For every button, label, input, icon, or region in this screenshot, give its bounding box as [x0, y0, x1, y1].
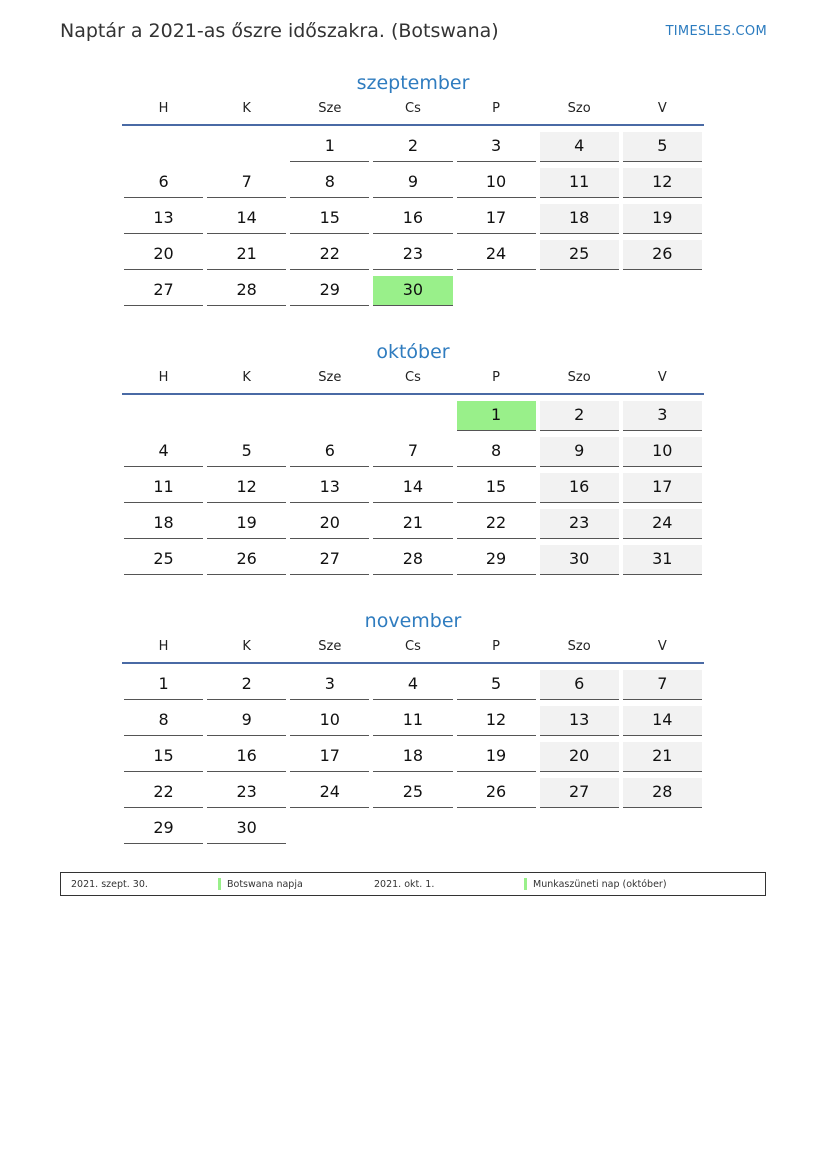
- holiday-day-cell: 30: [373, 276, 452, 306]
- day-cell: 23: [373, 240, 452, 270]
- day-cell: 21: [623, 742, 702, 772]
- day-cell: 5: [207, 437, 286, 467]
- weekday-header: [122, 636, 704, 664]
- day-cell: 24: [457, 240, 536, 270]
- day-cell: 13: [290, 473, 369, 503]
- day-cell: 10: [290, 706, 369, 736]
- day-cell: 27: [540, 778, 619, 808]
- day-cell: 19: [457, 742, 536, 772]
- month-2: [122, 606, 704, 848]
- day-cell: 15: [457, 473, 536, 503]
- day-cell: 18: [373, 742, 452, 772]
- day-cell: 1: [124, 670, 203, 700]
- day-cell: 26: [623, 240, 702, 270]
- day-cell: 30: [540, 545, 619, 575]
- day-grid: [122, 664, 704, 848]
- day-cell: 5: [623, 132, 702, 162]
- day-cell: 4: [540, 132, 619, 162]
- day-cell: 25: [373, 778, 452, 808]
- day-cell: 7: [623, 670, 702, 700]
- month-title: szeptember: [356, 72, 470, 94]
- day-cell: 26: [457, 778, 536, 808]
- empty-cell: [124, 132, 203, 162]
- empty-cell: [373, 401, 452, 431]
- month-1: [122, 337, 704, 579]
- day-cell: 12: [457, 706, 536, 736]
- day-cell: 10: [457, 168, 536, 198]
- day-cell: 11: [373, 706, 452, 736]
- day-cell: 15: [124, 742, 203, 772]
- day-cell: 11: [124, 473, 203, 503]
- month-title: november: [364, 610, 462, 632]
- weekday-label: H: [158, 101, 169, 116]
- day-cell: 6: [540, 670, 619, 700]
- weekday-label: P: [492, 639, 500, 654]
- day-cell: 17: [290, 742, 369, 772]
- day-cell: 3: [457, 132, 536, 162]
- day-cell: 7: [207, 168, 286, 198]
- day-grid: [122, 126, 704, 310]
- day-cell: 1: [290, 132, 369, 162]
- day-cell: 2: [373, 132, 452, 162]
- page-title: Naptár a 2021-as őszre időszakra. (Botswana): [60, 20, 499, 42]
- day-cell: 8: [290, 168, 369, 198]
- legend-holiday-name: Botswana napja: [227, 879, 303, 890]
- day-cell: 22: [457, 509, 536, 539]
- weekday-label: V: [657, 639, 667, 654]
- month-title: október: [376, 341, 450, 363]
- day-cell: 29: [124, 814, 203, 844]
- day-cell: 19: [623, 204, 702, 234]
- weekday-label: K: [242, 639, 251, 654]
- day-cell: 14: [373, 473, 452, 503]
- day-cell: 16: [207, 742, 286, 772]
- day-cell: 22: [124, 778, 203, 808]
- day-grid: [122, 395, 704, 579]
- day-cell: 28: [623, 778, 702, 808]
- day-cell: 16: [373, 204, 452, 234]
- weekday-label: V: [657, 101, 667, 116]
- day-cell: 12: [207, 473, 286, 503]
- day-cell: 9: [207, 706, 286, 736]
- day-cell: 14: [207, 204, 286, 234]
- day-cell: 18: [540, 204, 619, 234]
- weekday-label: Szo: [567, 101, 591, 116]
- weekday-label: P: [492, 101, 500, 116]
- weekday-label: P: [492, 370, 500, 385]
- day-cell: 6: [124, 168, 203, 198]
- day-cell: 16: [540, 473, 619, 503]
- weekday-label: H: [158, 639, 169, 654]
- day-cell: 20: [540, 742, 619, 772]
- day-cell: 8: [124, 706, 203, 736]
- holiday-color-marker: [524, 878, 527, 890]
- weekday-label: Szo: [567, 370, 591, 385]
- holiday-legend: [60, 872, 766, 896]
- day-cell: 30: [207, 814, 286, 844]
- weekday-label: K: [242, 370, 251, 385]
- day-cell: 17: [457, 204, 536, 234]
- holiday-color-marker: [218, 878, 221, 890]
- day-cell: 29: [290, 276, 369, 306]
- empty-cell: [207, 401, 286, 431]
- empty-cell: [207, 132, 286, 162]
- day-cell: 13: [540, 706, 619, 736]
- weekday-label: Sze: [318, 370, 342, 385]
- day-cell: 25: [540, 240, 619, 270]
- day-cell: 22: [290, 240, 369, 270]
- weekday-label: H: [158, 370, 169, 385]
- day-cell: 10: [623, 437, 702, 467]
- weekday-label: K: [242, 101, 251, 116]
- day-cell: 3: [623, 401, 702, 431]
- holiday-day-cell: 1: [457, 401, 536, 431]
- day-cell: 26: [207, 545, 286, 575]
- day-cell: 6: [290, 437, 369, 467]
- day-cell: 31: [623, 545, 702, 575]
- day-cell: 21: [207, 240, 286, 270]
- day-cell: 9: [540, 437, 619, 467]
- day-cell: 27: [124, 276, 203, 306]
- weekday-label: Cs: [405, 639, 421, 654]
- day-cell: 13: [124, 204, 203, 234]
- day-cell: 5: [457, 670, 536, 700]
- empty-cell: [290, 401, 369, 431]
- day-cell: 8: [457, 437, 536, 467]
- day-cell: 3: [290, 670, 369, 700]
- day-cell: 25: [124, 545, 203, 575]
- day-cell: 21: [373, 509, 452, 539]
- weekday-label: Cs: [405, 370, 421, 385]
- day-cell: 4: [373, 670, 452, 700]
- legend-holiday-name: Munkaszüneti nap (október): [533, 879, 667, 890]
- day-cell: 20: [124, 240, 203, 270]
- day-cell: 9: [373, 168, 452, 198]
- day-cell: 20: [290, 509, 369, 539]
- day-cell: 23: [207, 778, 286, 808]
- day-cell: 27: [290, 545, 369, 575]
- day-cell: 24: [290, 778, 369, 808]
- weekday-label: Szo: [567, 639, 591, 654]
- legend-date: 2021. szept. 30.: [71, 879, 148, 890]
- weekday-header: [122, 367, 704, 395]
- day-cell: 19: [207, 509, 286, 539]
- day-cell: 12: [623, 168, 702, 198]
- month-0: [122, 68, 704, 310]
- weekday-label: V: [657, 370, 667, 385]
- day-cell: 11: [540, 168, 619, 198]
- day-cell: 2: [540, 401, 619, 431]
- day-cell: 23: [540, 509, 619, 539]
- day-cell: 17: [623, 473, 702, 503]
- day-cell: 4: [124, 437, 203, 467]
- day-cell: 18: [124, 509, 203, 539]
- day-cell: 14: [623, 706, 702, 736]
- day-cell: 28: [207, 276, 286, 306]
- day-cell: 7: [373, 437, 452, 467]
- weekday-label: Sze: [318, 639, 342, 654]
- weekday-label: Cs: [405, 101, 421, 116]
- weekday-header: [122, 98, 704, 126]
- weekday-label: Sze: [318, 101, 342, 116]
- empty-cell: [124, 401, 203, 431]
- legend-date: 2021. okt. 1.: [374, 879, 435, 890]
- day-cell: 2: [207, 670, 286, 700]
- day-cell: 15: [290, 204, 369, 234]
- brand-link[interactable]: TIMESLES.COM: [665, 24, 767, 39]
- day-cell: 28: [373, 545, 452, 575]
- day-cell: 24: [623, 509, 702, 539]
- day-cell: 29: [457, 545, 536, 575]
